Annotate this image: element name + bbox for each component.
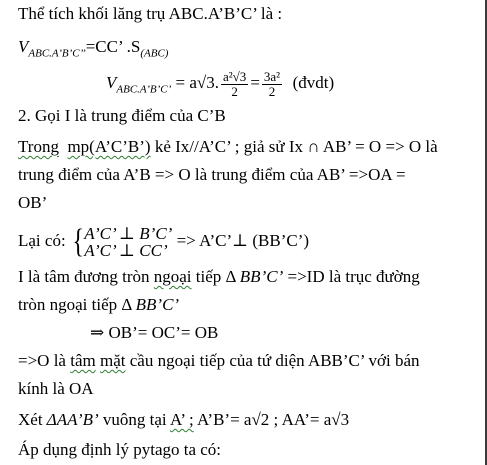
- volume-result-symbol: V: [106, 73, 117, 92]
- fraction-area-numerator: a²√3: [223, 68, 247, 84]
- volume-result-value: = a√3.: [171, 73, 219, 92]
- vuong-tai: vuông tại: [102, 410, 167, 429]
- volume-product: =CC’ .S: [85, 37, 141, 56]
- part2-heading: 2. Gọi I là trung điểm của C’B: [18, 106, 226, 125]
- system-row-1: A’C’ ⊥ B’C’: [84, 224, 173, 244]
- sphere-text-end: cầu ngoại tiếp của tứ diện ABB’C’ với bán: [129, 351, 420, 370]
- construction-line: [18, 137, 438, 157]
- tiep-delta: tiếp Δ: [195, 267, 236, 286]
- circumcircle-text: tròn ngoại tiếp Δ: [18, 295, 132, 314]
- left-brace: {: [72, 223, 84, 261]
- equals-sign: =: [250, 73, 260, 92]
- volume-unit: (đvdt): [292, 73, 335, 92]
- triangle-bbc: BB’C’: [239, 267, 284, 286]
- volume-formula-line: [18, 37, 168, 63]
- circumcircle-line: [18, 295, 179, 315]
- volume-subscript: ABC.A’B’C’’: [28, 47, 86, 60]
- center-line: [18, 267, 420, 287]
- construction-text: kẻ Ix//A’C’ ; giả sử Ix ∩ AB’ = O => O là: [154, 137, 438, 156]
- spell-flag-mat: mặt: [99, 351, 126, 370]
- lai-co-label: Lại có:: [18, 231, 66, 250]
- right-triangle-line: [18, 410, 349, 430]
- sphere-text-start: =>O là: [18, 351, 66, 370]
- sphere-center-line: [18, 351, 420, 371]
- side-lengths: A’B’= a√2 ; AA’= a√3: [197, 410, 350, 429]
- system-row-2: A’C’ ⊥ CC’: [84, 241, 168, 261]
- volume-intro-line: Thể tích khối lăng trụ ABC.A’B’C’ là :: [18, 4, 283, 23]
- area-subscript: (ABC): [140, 47, 169, 60]
- fraction-result: [262, 70, 282, 99]
- midpoint-line: trung điểm của A’B => O là trung điểm của AB’ =>OA =: [18, 165, 406, 184]
- perpendicular-conclusion: => A’C’⊥ (BB’C’): [176, 231, 310, 250]
- spell-flag-tam: tâm: [70, 351, 96, 370]
- spell-flag-plane: mp(A’C’B’): [67, 137, 151, 156]
- triangle-bbc-2: BB’C’: [135, 295, 180, 314]
- volume-result-subscript: ABC.A’B’C’: [116, 83, 172, 96]
- perpendicular-system-line: [18, 221, 309, 261]
- equal-distances-line: ⇒ OB’= OC’= OB: [90, 323, 219, 342]
- spell-flag-ngoai: ngoại: [153, 267, 192, 286]
- radius-line: kính là OA: [18, 379, 94, 398]
- pythagoras-line: Áp dụng định lý pytago ta có:: [18, 440, 222, 459]
- triangle-aab: ΔAA’B’: [46, 410, 99, 429]
- spell-flag-vertex: A’ ;: [169, 410, 194, 429]
- xet-label: Xét: [18, 410, 43, 429]
- fraction-result-numerator: 3a²: [263, 68, 281, 84]
- volume-result-line: [106, 68, 334, 104]
- equation-system: [84, 225, 172, 259]
- ob-line: OB’: [18, 193, 48, 212]
- fraction-result-denominator: 2: [268, 83, 276, 99]
- axis-text: =>ID là trục đường: [287, 267, 420, 286]
- fraction-area: [221, 70, 248, 99]
- spell-flag-trong: Trong: [18, 137, 59, 156]
- volume-symbol: V: [18, 37, 29, 56]
- fraction-area-denominator: 2: [231, 83, 238, 99]
- center-text: I là tâm đương tròn: [18, 267, 150, 286]
